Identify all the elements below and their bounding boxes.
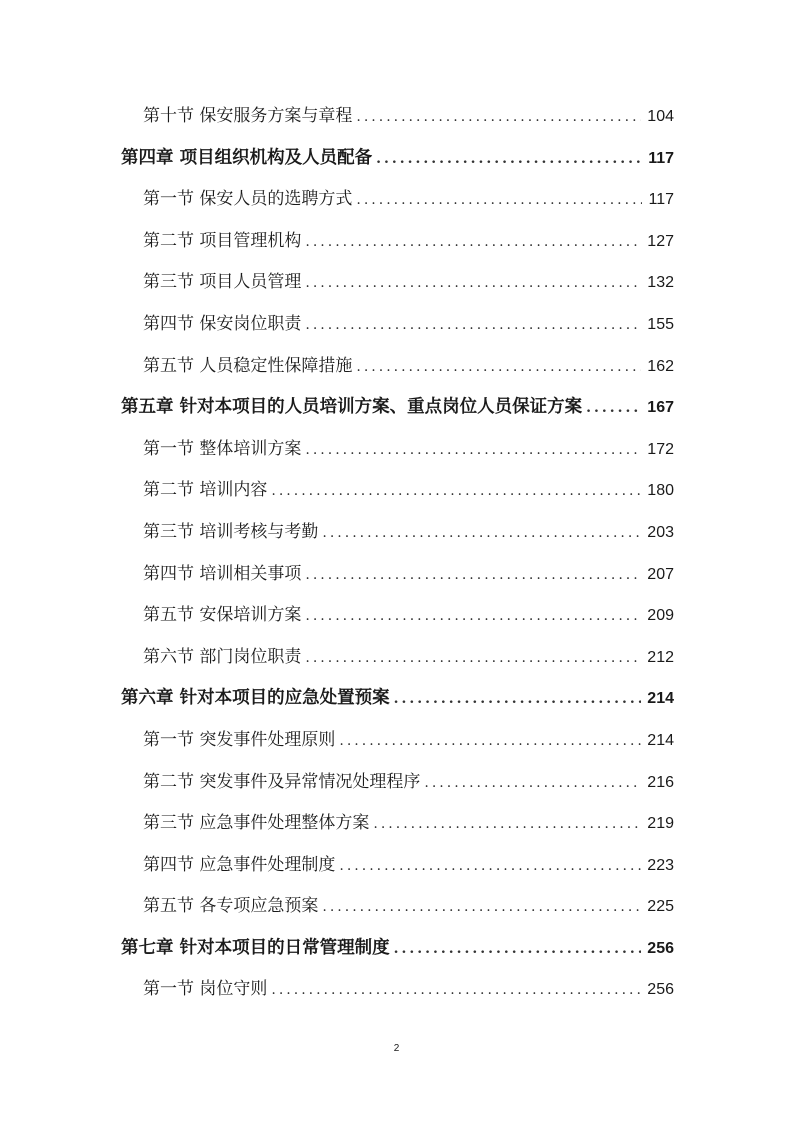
toc-entry-page: 203 (647, 523, 674, 541)
toc-entry-label: 第二节 突发事件及异常情况处理程序 (143, 771, 421, 792)
toc-leader-dots (305, 263, 641, 305)
toc-leader-dots (339, 846, 641, 888)
toc-entry-label: 第三节 应急事件处理整体方案 (143, 813, 370, 834)
toc-entry-label: 第十节 保安服务方案与章程 (143, 106, 353, 126)
toc-leader-dots (339, 721, 641, 763)
toc-entry-label: 第四节 保安岗位职责 (143, 313, 302, 334)
toc-entry-label: 第五章 针对本项目的人员培训方案、重点岗位人员保证方案 (121, 397, 583, 418)
toc-entry-label: 第六章 针对本项目的应急处置预案 (121, 688, 390, 709)
toc-leader-dots (376, 139, 642, 181)
toc-entry-label: 第三节 项目人员管理 (143, 272, 302, 293)
toc-entry-page: 256 (647, 981, 674, 999)
toc-section-entry (121, 179, 674, 221)
toc-leader-dots (424, 763, 641, 805)
toc-leader-dots (305, 430, 641, 472)
table-of-contents (121, 96, 674, 1011)
toc-entry-label: 第四章 项目组织机构及人员配备 (121, 147, 373, 168)
toc-entry-label: 第五节 安保培训方案 (143, 605, 302, 626)
toc-entry-label: 第五节 各专项应急预案 (143, 896, 319, 917)
toc-leader-dots (356, 180, 642, 222)
toc-section-entry (121, 470, 674, 512)
toc-entry-page: 225 (647, 898, 674, 916)
toc-entry-page: 132 (647, 274, 674, 292)
toc-section-entry (121, 845, 674, 887)
toc-leader-dots (322, 513, 641, 555)
toc-entry-page: 214 (647, 690, 674, 708)
toc-leader-dots (586, 388, 641, 430)
toc-entry-label: 第二节 项目管理机构 (143, 230, 302, 251)
toc-leader-dots (305, 596, 641, 638)
toc-entry-label: 第四节 培训相关事项 (143, 563, 302, 584)
toc-chapter-entry (121, 138, 674, 180)
toc-entry-page: 104 (647, 108, 674, 125)
toc-section-entry (121, 512, 674, 554)
toc-entry-label: 第六节 部门岗位职责 (143, 646, 302, 667)
toc-section-entry (121, 554, 674, 596)
toc-entry-page: 256 (647, 939, 674, 957)
toc-leader-dots (305, 222, 641, 264)
page-number: 2 (393, 1043, 400, 1054)
toc-section-entry (121, 346, 674, 388)
toc-section-entry (121, 637, 674, 679)
toc-section-entry (121, 304, 674, 346)
toc-leader-dots (394, 679, 642, 721)
toc-entry-page: 209 (647, 607, 674, 625)
toc-entry-page: 155 (647, 315, 674, 333)
toc-section-entry (121, 96, 674, 138)
toc-section-entry (121, 803, 674, 845)
toc-leader-dots (356, 97, 641, 139)
toc-entry-label: 第三节 培训考核与考勤 (143, 521, 319, 542)
toc-entry-label: 第四节 应急事件处理制度 (143, 854, 336, 875)
toc-leader-dots (305, 305, 641, 347)
toc-chapter-entry (121, 387, 674, 429)
toc-leader-dots (373, 804, 641, 846)
toc-section-entry (121, 720, 674, 762)
toc-entry-label: 第五节 人员稳定性保障措施 (143, 355, 353, 376)
toc-leader-dots (305, 555, 641, 597)
toc-section-entry (121, 429, 674, 471)
toc-entry-label: 第二节 培训内容 (143, 480, 268, 501)
toc-chapter-entry (121, 678, 674, 720)
toc-section-entry (121, 595, 674, 637)
toc-entry-page: 167 (647, 399, 674, 417)
toc-leader-dots (356, 347, 641, 389)
toc-leader-dots (271, 970, 641, 1012)
toc-section-entry (121, 262, 674, 304)
toc-section-entry (121, 969, 674, 1011)
toc-entry-page: 117 (648, 191, 674, 209)
toc-entry-page: 117 (648, 149, 674, 167)
toc-entry-page: 180 (647, 482, 674, 500)
toc-entry-label: 第一节 突发事件处理原则 (143, 729, 336, 750)
toc-leader-dots (322, 887, 641, 929)
toc-entry-label: 第一节 保安人员的选聘方式 (143, 189, 353, 210)
toc-entry-page: 219 (647, 815, 674, 833)
toc-entry-page: 212 (647, 648, 674, 666)
toc-entry-page: 214 (647, 731, 674, 749)
toc-entry-page: 216 (647, 773, 674, 791)
toc-entry-page: 207 (647, 565, 674, 583)
toc-entry-label: 第七章 针对本项目的日常管理制度 (121, 937, 390, 958)
toc-entry-page: 223 (647, 856, 674, 874)
toc-entry-page: 172 (647, 440, 674, 458)
toc-leader-dots (271, 471, 641, 513)
toc-entry-label: 第一节 整体培训方案 (143, 438, 302, 459)
toc-entry-label: 第一节 岗位守则 (143, 979, 268, 1000)
toc-section-entry (121, 886, 674, 928)
toc-leader-dots (305, 638, 641, 680)
toc-chapter-entry (121, 928, 674, 970)
toc-entry-page: 127 (647, 232, 674, 250)
toc-entry-page: 162 (647, 357, 674, 375)
toc-leader-dots (394, 929, 642, 971)
toc-section-entry (121, 221, 674, 263)
toc-section-entry (121, 762, 674, 804)
